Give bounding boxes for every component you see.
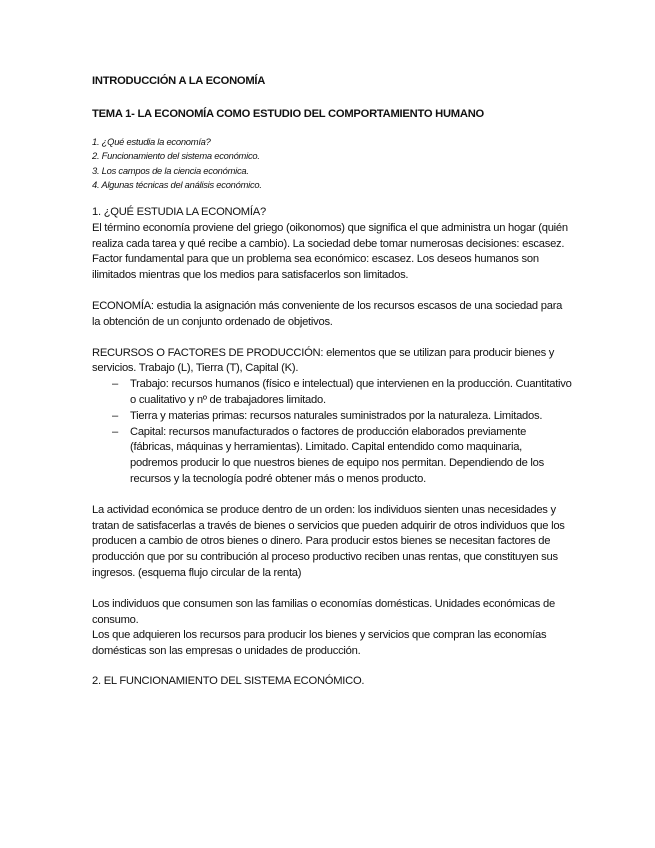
list-item: – Tierra y materias primas: recursos naturales suministrados por la naturaleza. Limitados. (130, 409, 572, 425)
document-subtitle: TEMA 1- LA ECONOMÍA COMO ESTUDIO DEL COMPORTAMIENTO HUMANO (92, 107, 484, 120)
toc-item: 3. Los campos de la ciencia económica. (92, 164, 249, 176)
toc-item: 2. Funcionamiento del sistema económico. (92, 150, 260, 162)
table-of-contents (92, 135, 572, 193)
document-title: INTRODUCCIÓN A LA ECONOMÍA (92, 75, 266, 87)
paragraph: La actividad económica se produce dentro de un orden: los individuos sienten unas necesidades y tratan de satisfacerlas a través de bienes o servicios que pueden adquirir de otros individuos que los producen a cambio de otros bienes o dinero. Para producir estos bienes se necesitan factores de producción que por su contribución al proceso productivo reciben unas rentas, que constituyen sus ingresos. (esquema flujo circular de la renta) (92, 503, 565, 579)
list-item: – Capital: recursos manufacturados o factores de producción elaborados previamente (fábricas, máquinas y herramientas). Limitado. Capital entendido como maquinaria, podremos producir lo que nuestros bienes de equipo nos permitan. Dependiendo de los recursos y la tecnología podré obtener más o menos producto. (130, 425, 572, 488)
section1-heading: 1. ¿QUÉ ESTUDIA LA ECONOMÍA? (92, 205, 266, 218)
spacer (92, 331, 572, 346)
list-item: – Trabajo: recursos humanos (físico e intelectual) que intervienen en la producción. Cuantitativo o cualitativo y nº de trabajadores limitado. (130, 377, 572, 409)
paragraph: ECONOMÍA: estudia la asignación más conveniente de los recursos escasos de una sociedad para la obtención de un conjunto ordenado de objetivos. (92, 299, 563, 328)
paragraph: RECURSOS O FACTORES DE PRODUCCIÓN: elementos que se utilizan para producir bienes y servicios. Trabajo (L), Tierra (T), Capital (K). (92, 346, 555, 375)
paragraph: El término economía proviene del griego (oikonomos) que significa el que administra un hogar (quién realiza cada tarea y qué recibe a cambio). La sociedad debe tomar numerosas decisiones: escasez. Factor fundamental para que un problema sea económico: escasez. Los deseos humanos son ilimitados mientras que los medios para satisfacerlos son limitados. (92, 221, 568, 282)
paragraph: Los individuos que consumen son las familias o economías domésticas. Unidades económicas de consumo. (92, 597, 555, 626)
spacer (92, 582, 572, 597)
document-body (92, 74, 572, 690)
paragraph: Los que adquieren los recursos para producir los bienes y servicios que compran las economías domésticas son las empresas o unidades de producción. (92, 629, 547, 658)
toc-item: 4. Algunas técnicas del análisis económico. (92, 179, 262, 191)
toc-item: 1. ¿Qué estudia la economía? (92, 135, 211, 147)
spacer (92, 488, 572, 503)
factors-list (92, 377, 572, 488)
section2-heading: 2. EL FUNCIONAMIENTO DEL SISTEMA ECONÓMICO. (92, 674, 365, 687)
spacer (92, 284, 572, 299)
